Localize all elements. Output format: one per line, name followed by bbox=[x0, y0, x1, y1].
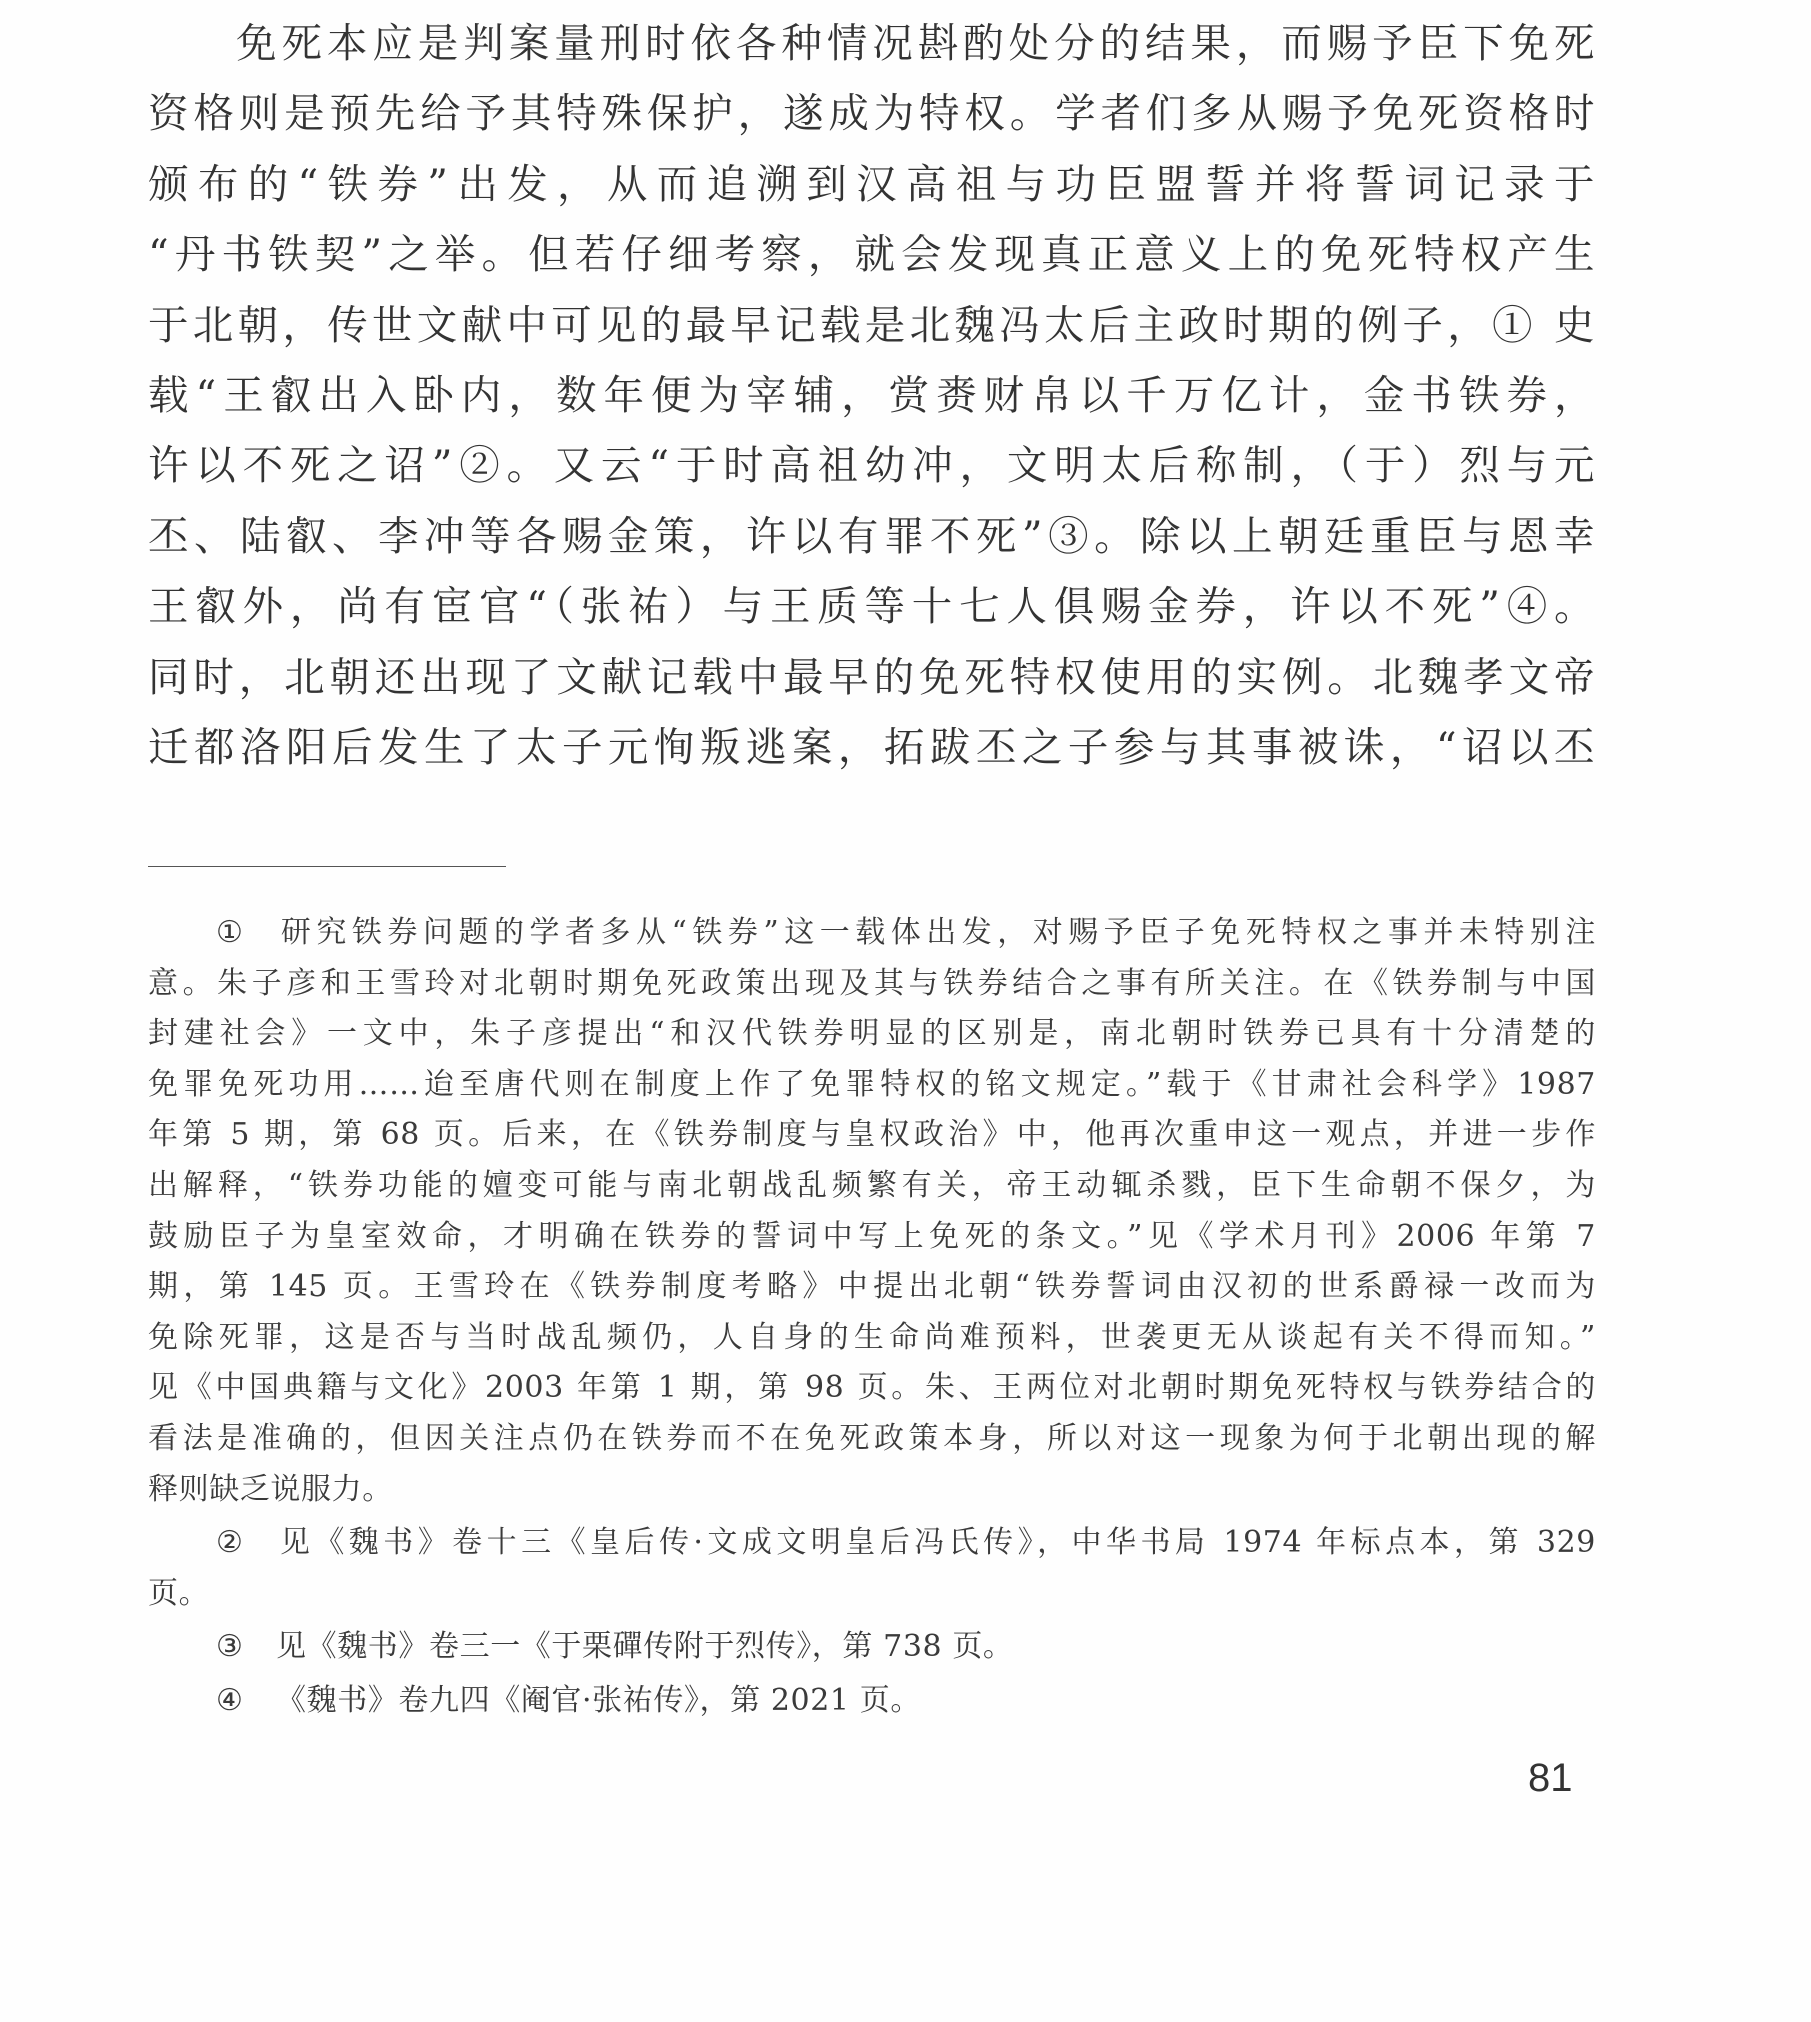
footnote-marker: ④ bbox=[216, 1682, 244, 1718]
body-line: 于北朝，传世文献中可见的最早记载是北魏冯太后主政时期的例子，① 史 bbox=[148, 300, 1596, 349]
footnote-line bbox=[148, 1676, 1596, 1727]
footnote-line: 见《中国典籍与文化》2003 年第 1 期，第 98 页。朱、王两位对北朝时期免死特权与铁券结合的 bbox=[148, 1370, 1596, 1406]
footnote-line: 年第 5 期，第 68 页。后来，在《铁券制度与皇权政治》中，他再次重申这一观点，并进一步作 bbox=[148, 1117, 1596, 1153]
body-line: 资格则是预先给予其特殊保护，遂成为特权。学者们多从赐予免死资格时 bbox=[148, 89, 1596, 138]
footnote-2 bbox=[148, 1518, 1596, 1619]
body-line: 丕、陆叡、李冲等各赐金策，许以有罪不死”③。除以上朝廷重臣与恩幸 bbox=[148, 511, 1596, 560]
footnote-3 bbox=[148, 1622, 1596, 1673]
page-number: 81 bbox=[1528, 1756, 1573, 1800]
body-line: 同时，北朝还出现了文献记载中最早的免死特权使用的实例。北魏孝文帝 bbox=[148, 652, 1596, 701]
footnote-1 bbox=[148, 908, 1596, 1515]
footnote-line: 免除死罪，这是否与当时战乱频仍，人自身的生命尚难预料，世袭更无从谈起有关不得而知。” bbox=[148, 1319, 1596, 1355]
footnote-line: 鼓励臣子为皇室效命，才明确在铁券的誓词中写上免死的条文。”见《学术月刊》2006 年第 7 bbox=[148, 1218, 1596, 1254]
body-line: 王叡外，尚有宦官“（张祐）与王质等十七人俱赐金券，许以不死”④。 bbox=[148, 582, 1596, 631]
footnotes bbox=[148, 908, 1596, 1727]
footnote-line: 意。朱子彦和王雪玲对北朝时期免死政策出现及其与铁券结合之事有所关注。在《铁券制与中国 bbox=[148, 965, 1596, 1001]
footnote-marker: ③ bbox=[216, 1629, 244, 1665]
footnote-line: 页。 bbox=[148, 1575, 210, 1611]
body-text bbox=[148, 8, 1596, 782]
footnote-text: 见《魏书》卷三一《于栗磾传附于烈传》，第 738 页。 bbox=[276, 1629, 1014, 1665]
footnote-marker: ① bbox=[216, 915, 244, 950]
body-line: 载“王叡出入卧内，数年便为宰辅，赏赉财帛以千万亿计，金书铁券， bbox=[148, 370, 1596, 419]
body-line: 免死本应是判案量刑时依各种情况斟酌处分的结果，而赐予臣下免死 bbox=[236, 19, 1596, 67]
footnote-line: 期，第 145 页。王雪玲在《铁券制度考略》中提出北朝“铁券誓词由汉初的世系爵禄一改而为 bbox=[148, 1269, 1596, 1305]
footnote-line bbox=[148, 1518, 1596, 1569]
footnote-line: 看法是准确的，但因关注点仍在铁券而不在免死政策本身，所以对这一现象为何于北朝出现的解 bbox=[148, 1420, 1596, 1456]
body-line: 颁布的“铁券”出发，从而追溯到汉高祖与功臣盟誓并将誓词记录于 bbox=[148, 159, 1596, 208]
footnote-line: 释则缺乏说服力。 bbox=[148, 1471, 393, 1507]
body-line: 许以不死之诏”②。又云“于时高祖幼冲，文明太后称制，（于）烈与元 bbox=[148, 441, 1596, 490]
footnote-text: 研究铁券问题的学者多从“铁券”这一载体出发，对赐予臣子免死特权之事并未特别注 bbox=[276, 915, 1596, 950]
footnote-text: 《魏书》卷九四《阉官·张祐传》，第 2021 页。 bbox=[276, 1682, 921, 1718]
footnote-line: 封建社会》一文中，朱子彦提出“和汉代铁券明显的区别是，南北朝时铁券已具有十分清楚的 bbox=[148, 1016, 1596, 1052]
footnote-4 bbox=[148, 1676, 1596, 1727]
footnote-line bbox=[148, 1622, 1596, 1673]
body-line: “丹书铁契”之举。但若仔细考察，就会发现真正意义上的免死特权产生 bbox=[148, 230, 1596, 279]
footnote-line bbox=[148, 908, 1596, 959]
footnote-line: 出解释，“铁券功能的嬗变可能与南北朝战乱频繁有关，帝王动辄杀戮，臣下生命朝不保夕，为 bbox=[148, 1167, 1596, 1203]
footnote-line: 免罪免死功用……迨至唐代则在制度上作了免罪特权的铭文规定。”载于《甘肃社会科学》1987 bbox=[148, 1066, 1596, 1102]
body-line: 迁都洛阳后发生了太子元恂叛逃案，拓跋丕之子参与其事被诛，“诏以丕 bbox=[148, 722, 1596, 771]
footnote-divider bbox=[148, 866, 506, 867]
footnote-text: 见《魏书》卷十三《皇后传·文成文明皇后冯氏传》，中华书局 1974 年标点本，第 329 bbox=[276, 1525, 1596, 1561]
footnote-marker: ② bbox=[216, 1525, 244, 1561]
